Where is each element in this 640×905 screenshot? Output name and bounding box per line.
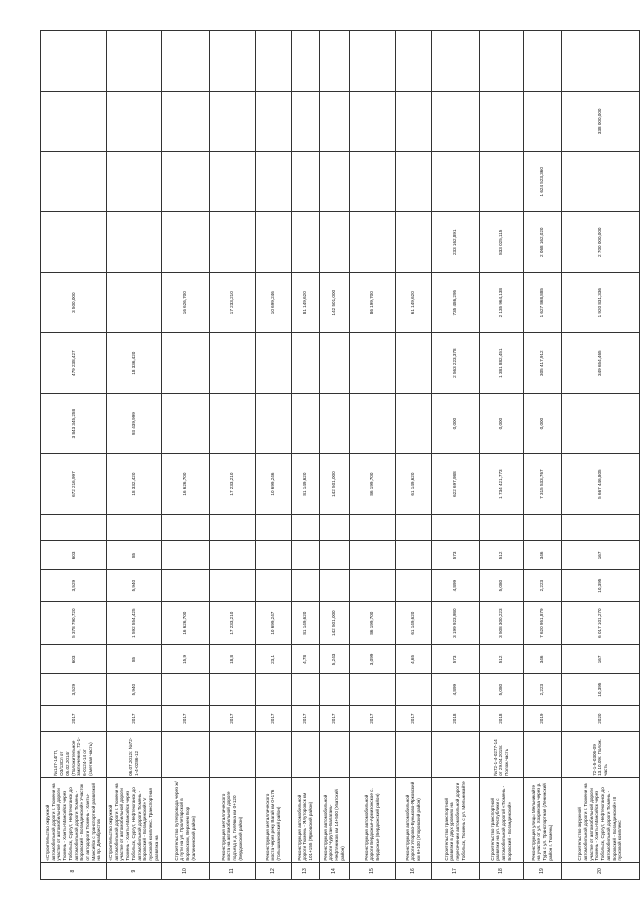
- cell-cap3: [161, 514, 209, 541]
- cell-v6: [431, 152, 479, 212]
- cell-v1: 5 667 446,805: [561, 454, 639, 514]
- cell-len1: [349, 674, 395, 705]
- cell-name: Строительство путепровода через ж/д пути на ул. Пролетарской в Боровском, Верхнем Бор (Калининский район): [161, 778, 209, 863]
- cell-v5: [107, 212, 162, 272]
- cell-cap3: [255, 514, 291, 541]
- cell-len2: 5 378 790,720: [41, 601, 107, 645]
- cell-len3: 603: [41, 541, 107, 570]
- cell-len1: 2,223: [523, 674, 561, 705]
- cell-v6: [107, 152, 162, 212]
- cell-v1: 10 699,246: [255, 454, 291, 514]
- cell-name: Реконструкция автомобильной дороги Упорово-Буньково-Ярковский км 6+100 (Упоровский район): [395, 778, 431, 863]
- cell-v2: [395, 393, 431, 453]
- cell-cap3: [107, 514, 162, 541]
- cell-v5: [161, 212, 209, 272]
- cell-cap3: [395, 514, 431, 541]
- cell-cap3: [523, 514, 561, 541]
- cell-cap2: [291, 570, 319, 601]
- cell-v2: 93 439,999: [107, 393, 162, 453]
- table-row: [107, 31, 162, 880]
- cell-v1: 7 315 533,767: [523, 454, 561, 514]
- cell-len2: 61 149,620: [395, 601, 431, 645]
- cell-len1: [291, 674, 319, 705]
- cell-v4: 16 626,700: [161, 272, 209, 332]
- cell-len2: 7 620 951,879: [523, 601, 561, 645]
- cell-v6: [161, 152, 209, 212]
- cell-cap2: [209, 570, 255, 601]
- cell-cap3: [431, 514, 479, 541]
- cell-v5: [255, 212, 291, 272]
- table-row: [161, 31, 209, 880]
- cell-cap2: 5,080: [479, 570, 523, 601]
- cell-len2: 3 508 300,223: [479, 601, 523, 645]
- cell-len1: [395, 674, 431, 705]
- cell-len1: 5,080: [479, 674, 523, 705]
- cell-v2: 0,000: [431, 393, 479, 453]
- table-row: [479, 31, 523, 880]
- cell-v7: [523, 91, 561, 151]
- cell-len2: 16 626,700: [161, 601, 209, 645]
- cell-cap2: 3,529: [41, 570, 107, 601]
- cell-doc: [431, 732, 479, 778]
- cell-len1: 4,899: [431, 674, 479, 705]
- cell-cap1: 23,1: [255, 645, 291, 674]
- cell-name: Строительство транспортной развязки на ул. Республики с автомобильной дорогой «Тюмень - Боровский - Богандинский»: [479, 778, 523, 863]
- cell-no: 12: [255, 863, 291, 880]
- cell-cap1: 3,099: [349, 645, 395, 674]
- cell-name: Строительство транспортной развязки в двух уровнях на пересечении автомобильной дороги Тобольск, Тюмень с ул. Мельникайте: [431, 778, 479, 863]
- cell-v3: 2 563 223,378: [431, 333, 479, 393]
- cell-v7: [161, 91, 209, 151]
- cell-v4: 81 149,620: [291, 272, 319, 332]
- cell-v2: [349, 393, 395, 453]
- cell-no: 18: [479, 863, 523, 880]
- cell-cap3: [479, 514, 523, 541]
- cell-v3: [291, 333, 319, 393]
- cell-len2: 86 199,700: [349, 601, 395, 645]
- cell-v5: [395, 212, 431, 272]
- cell-cap1: 512: [479, 645, 523, 674]
- table-body: [41, 31, 640, 880]
- cell-year: 2017: [41, 705, 107, 732]
- cell-v1: 18 332,420: [107, 454, 162, 514]
- cell-len3: [255, 541, 291, 570]
- cell-v5: 233 162,891: [431, 212, 479, 272]
- cell-v4: 1 627 868,885: [523, 272, 561, 332]
- cell-v2: [291, 393, 319, 453]
- cell-len1: 5,940: [107, 674, 162, 705]
- table-row: [41, 31, 107, 880]
- cell-v8: [561, 31, 639, 92]
- cell-v4: 3 500,000: [41, 272, 107, 332]
- cell-doc: №72-1-4-0277-14 от 29.04.2015г. Полож.часть: [479, 732, 523, 778]
- cell-len2: 81 149,620: [291, 601, 319, 645]
- budget-table: [40, 30, 640, 880]
- cell-doc: [161, 732, 209, 778]
- cell-len1: 3,529: [41, 674, 107, 705]
- cell-doc: [523, 732, 561, 778]
- cell-len2: 17 233,210: [209, 601, 255, 645]
- cell-cap3: [319, 514, 349, 541]
- table-row: [291, 31, 319, 880]
- cell-v7: [431, 91, 479, 151]
- cell-v2: [161, 393, 209, 453]
- cell-v1: 61 149,620: [395, 454, 431, 514]
- cell-no: 10: [161, 863, 209, 880]
- cell-v4: 1 920 831,336: [561, 272, 639, 332]
- cell-cap2: [349, 570, 395, 601]
- cell-doc: [255, 732, 291, 778]
- cell-no: 15: [349, 863, 395, 880]
- cell-v1: 81 149,620: [291, 454, 319, 514]
- cell-v4: 17 233,210: [209, 272, 255, 332]
- cell-year: 2019: [523, 705, 561, 732]
- cell-cap2: 4,899: [431, 570, 479, 601]
- cell-year: 2017: [255, 705, 291, 732]
- cell-doc: 72-1-5-0306-09 13.10.09г. Полож. часть: [561, 732, 639, 778]
- cell-cap1: 4,78: [291, 645, 319, 674]
- cell-no: 20: [561, 863, 639, 880]
- cell-v8: [255, 31, 291, 92]
- cell-v7: [479, 91, 523, 151]
- cell-doc: 06.07.2012г. №72-1-4-0286-12: [107, 732, 162, 778]
- cell-len1: [209, 674, 255, 705]
- cell-v4: 142 501,000: [319, 272, 349, 332]
- cell-v4: 2 135 964,138: [479, 272, 523, 332]
- cell-v3: 305 417,912: [523, 333, 561, 393]
- cell-cap3: [349, 514, 395, 541]
- cell-len2: 6 017 101,270: [561, 601, 639, 645]
- cell-v5: 2 068 162,020: [523, 212, 561, 272]
- cell-v1: 622 697,988: [431, 454, 479, 514]
- cell-year: 2020: [561, 705, 639, 732]
- cell-cap3: [41, 514, 107, 541]
- cell-cap2: 5,940: [107, 570, 162, 601]
- cell-v8: [395, 31, 431, 92]
- cell-v2: 0,000: [523, 393, 561, 453]
- cell-v8: [479, 31, 523, 92]
- cell-v2: [561, 393, 639, 453]
- cell-v3: [349, 333, 395, 393]
- cell-v7: [107, 91, 162, 151]
- cell-v7: [319, 91, 349, 151]
- cell-v3: [209, 333, 255, 393]
- cell-cap3: [209, 514, 255, 541]
- cell-len3: 573: [431, 541, 479, 570]
- cell-name: «Строительство окружной автомобильной дороги г. Тюмени на участке от автомобильной дороги Тюмень - Ханты-Мансийск через Тобольск, Сургут, Нефтеюганск до автомобильной дороги Тюмень - Боровский - Богандинский» V пусковой комплекс. Транспортная развязка на: [107, 778, 162, 863]
- cell-cap3: [291, 514, 319, 541]
- cell-v6: [349, 152, 395, 212]
- cell-no: 13: [291, 863, 319, 880]
- cell-v7: [255, 91, 291, 151]
- cell-name: Реконструкция металлического моста на автомобильной дороге подъезд к д. Гилёвка км 0+120 (Бердюжский район): [209, 778, 255, 863]
- cell-v8: [41, 31, 107, 92]
- cell-v3: [255, 333, 291, 393]
- cell-v5: [41, 212, 107, 272]
- cell-len2: 142 501,000: [319, 601, 349, 645]
- cell-v1: 672 216,997: [41, 454, 107, 514]
- cell-v1: 1 734 421,773: [479, 454, 523, 514]
- cell-no: 11: [209, 863, 255, 880]
- cell-v8: [523, 31, 561, 92]
- cell-len2: 1 592 554,425: [107, 601, 162, 645]
- cell-name: «Строительство окружной автомобильной дороги г. Тюмени на участке от автомобильной дороги Тюмень - Ханты-Мансийск через Тобольск, Сургут, Нефтеюганск до автомобильной дороги Тюмень - Боровский - Богандинский» Участок от автодороги Тюмень - Ханты-Мансийск с транспортной развязкой на пр. Декабристов: [41, 778, 107, 863]
- cell-v8: [349, 31, 395, 92]
- cell-v5: 833 025,115: [479, 212, 523, 272]
- cell-v4: [107, 272, 162, 332]
- cell-name: Строительство окружной автомобильной дороги г. Тюмени на участке от автомобильной дороги Тюмень - Ханты-Мансийск через Тобольск, Сургут, Нефтеюганск до автомобильной дороги Тюмень - Боровский - Богандинский» III пусковой комплекс: [561, 778, 639, 863]
- cell-v4: 61 149,620: [395, 272, 431, 332]
- cell-cap2: [255, 570, 291, 601]
- cell-no: 9: [107, 863, 162, 880]
- cell-v8: [161, 31, 209, 92]
- table-row: [431, 31, 479, 880]
- cell-name: Реконструкция металлического моста через реку Вагай км 0+176 (Голышмановский район): [255, 778, 291, 863]
- cell-name: Реконструкция автомобильной дороги Чурутан-Балагань-Нефтяников км 14+500 (Уватский район): [319, 778, 349, 863]
- cell-year: 2017: [291, 705, 319, 732]
- cell-v3: 18 336,420: [107, 333, 162, 393]
- cell-v7: [291, 91, 319, 151]
- table-row: [349, 31, 395, 880]
- cell-len3: 85: [107, 541, 162, 570]
- cell-len3: [291, 541, 319, 570]
- cell-v7: [41, 91, 107, 151]
- table-row: [319, 31, 349, 880]
- cell-v7: [395, 91, 431, 151]
- cell-len3: [349, 541, 395, 570]
- cell-doc: [395, 732, 431, 778]
- cell-cap1: 573: [431, 645, 479, 674]
- rotated-page: [40, 30, 623, 880]
- cell-len3: 346: [523, 541, 561, 570]
- cell-len1: [255, 674, 291, 705]
- cell-v8: [291, 31, 319, 92]
- page-content: [40, 30, 623, 880]
- cell-v3: [161, 333, 209, 393]
- cell-v3: [319, 333, 349, 393]
- cell-v4: 10 699,246: [255, 272, 291, 332]
- cell-v7: [209, 91, 255, 151]
- cell-cap1: 346: [523, 645, 561, 674]
- cell-v8: [107, 31, 162, 92]
- cell-len3: 167: [561, 541, 639, 570]
- cell-v6: [291, 152, 319, 212]
- cell-len3: [209, 541, 255, 570]
- cell-v6: [255, 152, 291, 212]
- cell-year: 2017: [349, 705, 395, 732]
- cell-cap2: [161, 570, 209, 601]
- cell-len2: 10 699,247: [255, 601, 291, 645]
- cell-v1: 17 233,210: [209, 454, 255, 514]
- table-row: [395, 31, 431, 880]
- cell-v6: [395, 152, 431, 212]
- cell-year: 2018: [431, 705, 479, 732]
- table-row: [561, 31, 639, 880]
- cell-v8: [431, 31, 479, 92]
- cell-len2: 3 199 923,980: [431, 601, 479, 645]
- cell-len3: [319, 541, 349, 570]
- cell-v2: [319, 393, 349, 453]
- cell-cap3: [561, 514, 639, 541]
- cell-cap1: 5,243: [319, 645, 349, 674]
- cell-cap2: 10,395: [561, 570, 639, 601]
- cell-len3: 512: [479, 541, 523, 570]
- cell-len1: [161, 674, 209, 705]
- cell-v7: 338 000,000: [561, 91, 639, 151]
- cell-v1: 142 501,000: [319, 454, 349, 514]
- cell-cap2: [319, 570, 349, 601]
- cell-year: 2017: [395, 705, 431, 732]
- cell-year: 2017: [319, 705, 349, 732]
- cell-v6: [209, 152, 255, 212]
- cell-doc: [349, 732, 395, 778]
- cell-v7: [349, 91, 395, 151]
- cell-len1: [319, 674, 349, 705]
- cell-v8: [319, 31, 349, 92]
- cell-year: 2017: [107, 705, 162, 732]
- cell-v2: 3 843 345,258: [41, 393, 107, 453]
- cell-v6: [479, 152, 523, 212]
- cell-v5: [319, 212, 349, 272]
- cell-v4: 86 199,700: [349, 272, 395, 332]
- cell-v5: [349, 212, 395, 272]
- cell-cap1: 85: [107, 645, 162, 674]
- cell-doc: [209, 732, 255, 778]
- cell-doc: №147-14ГП, ОЗ/13Сп от 05.02.2014г (Положительное заключение, 72-1-6-0124-14 от (сметная часть): [41, 732, 107, 778]
- cell-v1: 86 199,700: [349, 454, 395, 514]
- cell-v4: 735 486,295: [431, 272, 479, 332]
- cell-year: 2018: [479, 705, 523, 732]
- cell-v3: 349 654,465: [561, 333, 639, 393]
- cell-cap1: 603: [41, 645, 107, 674]
- cell-v5: 2 700 000,000: [561, 212, 639, 272]
- cell-v6: [41, 152, 107, 212]
- cell-cap1: 4,65: [395, 645, 431, 674]
- cell-v3: 1 381 882,451: [479, 333, 523, 393]
- cell-name: Реконструкция улицы Мельникайте на участке от ул. Хохрякова через р. Тура с ул. Транспортная (Ленинский район г. Тюмень): [523, 778, 561, 863]
- cell-cap1: 15,9: [161, 645, 209, 674]
- cell-len1: 10,395: [561, 674, 639, 705]
- cell-name: Реконструкция автомобильной дороги Тюмень - Ялуторовск км 101+155 (Ярковский район): [291, 778, 319, 863]
- table-row: [523, 31, 561, 880]
- cell-cap2: 2,223: [523, 570, 561, 601]
- table-row: [255, 31, 291, 880]
- table-row: [209, 31, 255, 880]
- cell-v3: [395, 333, 431, 393]
- cell-cap2: [395, 570, 431, 601]
- cell-no: 14: [319, 863, 349, 880]
- cell-v3: 479 238,427: [41, 333, 107, 393]
- cell-v1: 16 626,700: [161, 454, 209, 514]
- cell-doc: [291, 732, 319, 778]
- cell-year: 2017: [209, 705, 255, 732]
- cell-v6: [319, 152, 349, 212]
- cell-no: 16: [395, 863, 431, 880]
- cell-v2: 0,000: [479, 393, 523, 453]
- cell-v8: [209, 31, 255, 92]
- cell-no: 19: [523, 863, 561, 880]
- cell-v6: [561, 152, 639, 212]
- cell-v5: [209, 212, 255, 272]
- cell-no: 8: [41, 863, 107, 880]
- cell-no: 17: [431, 863, 479, 880]
- cell-doc: [319, 732, 349, 778]
- cell-v5: [291, 212, 319, 272]
- cell-name: Реконструкция автомобильной дороги Бердюжье-Армизонское с. Бердюжье (Бердюжский район): [349, 778, 395, 863]
- cell-v2: [255, 393, 291, 453]
- cell-len3: [395, 541, 431, 570]
- cell-year: 2017: [161, 705, 209, 732]
- cell-len3: [161, 541, 209, 570]
- cell-cap1: 18,8: [209, 645, 255, 674]
- cell-v2: [209, 393, 255, 453]
- cell-v6: 1 624 523,360: [523, 152, 561, 212]
- cell-cap1: 167: [561, 645, 639, 674]
